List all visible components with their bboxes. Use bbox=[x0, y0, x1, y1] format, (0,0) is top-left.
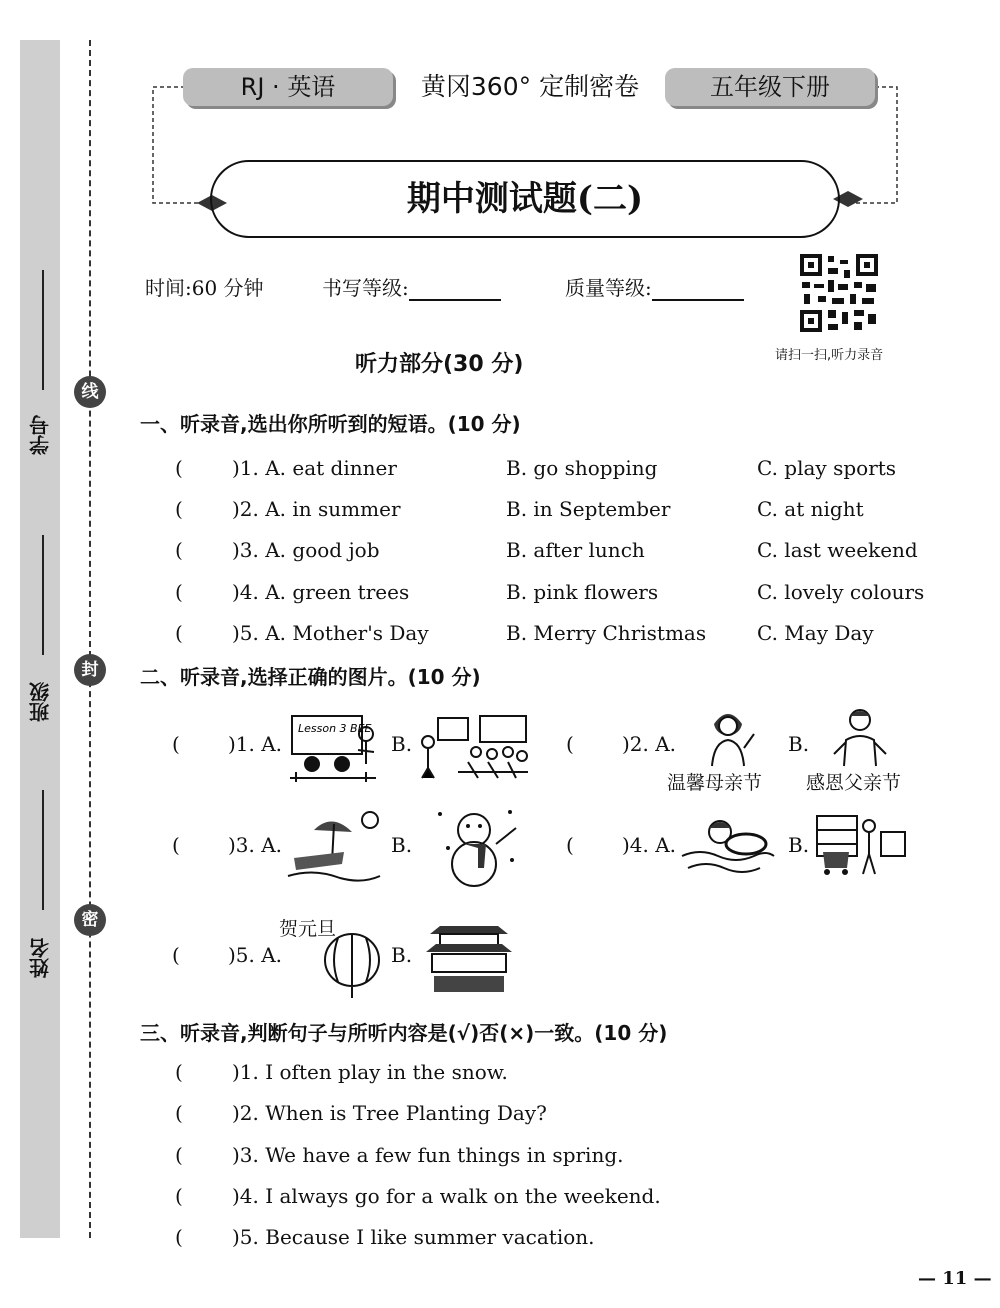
lantern-picture[interactable] bbox=[322, 930, 384, 1000]
name-field[interactable] bbox=[42, 790, 44, 910]
question-option-a: )5. A. Mother's Day bbox=[232, 621, 429, 645]
swimming-picture[interactable] bbox=[680, 808, 776, 880]
answer-paren[interactable]: ( bbox=[175, 621, 183, 645]
question-option-a: )3. A. good job bbox=[232, 538, 380, 562]
question-option-a: )1. A. eat dinner bbox=[232, 456, 397, 480]
exam-time: 时间:60 分钟 bbox=[145, 276, 264, 300]
question-label: )5. A. bbox=[228, 943, 283, 967]
mothers-day-caption: 温馨母亲节 bbox=[667, 772, 763, 794]
answer-paren[interactable]: ( bbox=[175, 538, 183, 562]
series-title: 黄冈360° 定制密卷 bbox=[420, 72, 640, 101]
option-b: B. Merry Christmas bbox=[506, 621, 707, 645]
question-label: )1. A. bbox=[228, 732, 283, 756]
option-c: C. May Day bbox=[757, 621, 874, 645]
question-label: )4. A. bbox=[622, 833, 677, 857]
subject-badge: RJ · 英语 bbox=[183, 68, 393, 106]
qr-caption: 请扫一扫,听力录音 bbox=[775, 348, 884, 363]
option-b-label: B. bbox=[391, 943, 413, 967]
option-b-label: B. bbox=[391, 833, 413, 857]
answer-paren[interactable]: ( bbox=[566, 833, 574, 857]
question-option-a: )4. A. green trees bbox=[232, 580, 410, 604]
seal-feng: 封 bbox=[74, 654, 106, 686]
statement-text: )4. I always go for a walk on the weekend. bbox=[232, 1184, 661, 1208]
page-number: — 11 — bbox=[918, 1268, 992, 1289]
class-label: 班级 bbox=[28, 682, 53, 722]
option-c: C. at night bbox=[757, 497, 864, 521]
children-playing-picture[interactable] bbox=[418, 712, 530, 782]
answer-paren[interactable]: ( bbox=[175, 1101, 183, 1125]
cut-line bbox=[89, 40, 91, 1238]
option-b-label: B. bbox=[788, 833, 810, 857]
answer-paren[interactable]: ( bbox=[566, 732, 574, 756]
option-c: C. lovely colours bbox=[757, 580, 925, 604]
student-no-field[interactable] bbox=[42, 270, 44, 390]
mother-picture[interactable] bbox=[700, 704, 756, 768]
student-no-label: 学号 bbox=[28, 415, 53, 455]
option-b-label: B. bbox=[788, 732, 810, 756]
name-label: 姓名 bbox=[28, 938, 53, 978]
classroom-lesson-picture[interactable] bbox=[286, 712, 382, 782]
statement-text: )5. Because I like summer vacation. bbox=[232, 1225, 595, 1249]
option-c: C. last weekend bbox=[757, 538, 918, 562]
page-title: 期中测试题(二) bbox=[210, 160, 840, 238]
quality-grade-blank[interactable] bbox=[652, 281, 744, 301]
option-b-label: B. bbox=[391, 732, 413, 756]
listening-part-title: 听力部分(30 分) bbox=[355, 352, 524, 377]
beach-picture[interactable] bbox=[284, 806, 384, 886]
answer-paren[interactable]: ( bbox=[172, 732, 180, 756]
question-label: )3. A. bbox=[228, 833, 283, 857]
new-year-caption: 贺元旦 bbox=[279, 918, 337, 940]
section1-title: 一、听录音,选出你所听到的短语。(10 分) bbox=[140, 412, 521, 436]
qr-code-icon[interactable] bbox=[798, 252, 880, 334]
section2-title: 二、听录音,选择正确的图片。(10 分) bbox=[140, 665, 481, 689]
statement-text: )3. We have a few fun things in spring. bbox=[232, 1143, 624, 1167]
answer-paren[interactable]: ( bbox=[175, 1184, 183, 1208]
seal-xian: 线 bbox=[74, 376, 106, 408]
snowman-picture[interactable] bbox=[434, 804, 520, 888]
option-b: B. pink flowers bbox=[506, 580, 659, 604]
question-label: )2. A. bbox=[622, 732, 677, 756]
answer-paren[interactable]: ( bbox=[172, 833, 180, 857]
class-field[interactable] bbox=[42, 535, 44, 655]
quality-grade: 质量等级: bbox=[565, 272, 744, 301]
section3-title: 三、听录音,判断句子与所听内容是(√)否(×)一致。(10 分) bbox=[140, 1021, 668, 1045]
answer-paren[interactable]: ( bbox=[175, 497, 183, 521]
statement-text: )1. I often play in the snow. bbox=[232, 1060, 508, 1084]
statement-text: )2. When is Tree Planting Day? bbox=[232, 1101, 547, 1125]
answer-paren[interactable]: ( bbox=[175, 1143, 183, 1167]
question-option-a: )2. A. in summer bbox=[232, 497, 401, 521]
answer-paren[interactable]: ( bbox=[175, 456, 183, 480]
option-c: C. play sports bbox=[757, 456, 897, 480]
tiananmen-picture[interactable] bbox=[424, 912, 514, 996]
seal-mi: 密 bbox=[74, 904, 106, 936]
fathers-day-caption: 感恩父亲节 bbox=[806, 772, 902, 794]
option-b: B. go shopping bbox=[506, 456, 658, 480]
writing-grade: 书写等级: bbox=[322, 272, 501, 301]
father-picture[interactable] bbox=[830, 704, 890, 768]
answer-paren[interactable]: ( bbox=[172, 943, 180, 967]
board-text: Lesson 3 BEE bbox=[298, 722, 372, 735]
answer-paren[interactable]: ( bbox=[175, 1060, 183, 1084]
option-b: B. after lunch bbox=[506, 538, 645, 562]
answer-paren[interactable]: ( bbox=[175, 1225, 183, 1249]
shopping-picture[interactable] bbox=[815, 812, 907, 878]
binding-margin bbox=[20, 40, 60, 1238]
grade-badge: 五年级下册 bbox=[665, 68, 875, 106]
option-b: B. in September bbox=[506, 497, 671, 521]
writing-grade-blank[interactable] bbox=[409, 281, 501, 301]
answer-paren[interactable]: ( bbox=[175, 580, 183, 604]
